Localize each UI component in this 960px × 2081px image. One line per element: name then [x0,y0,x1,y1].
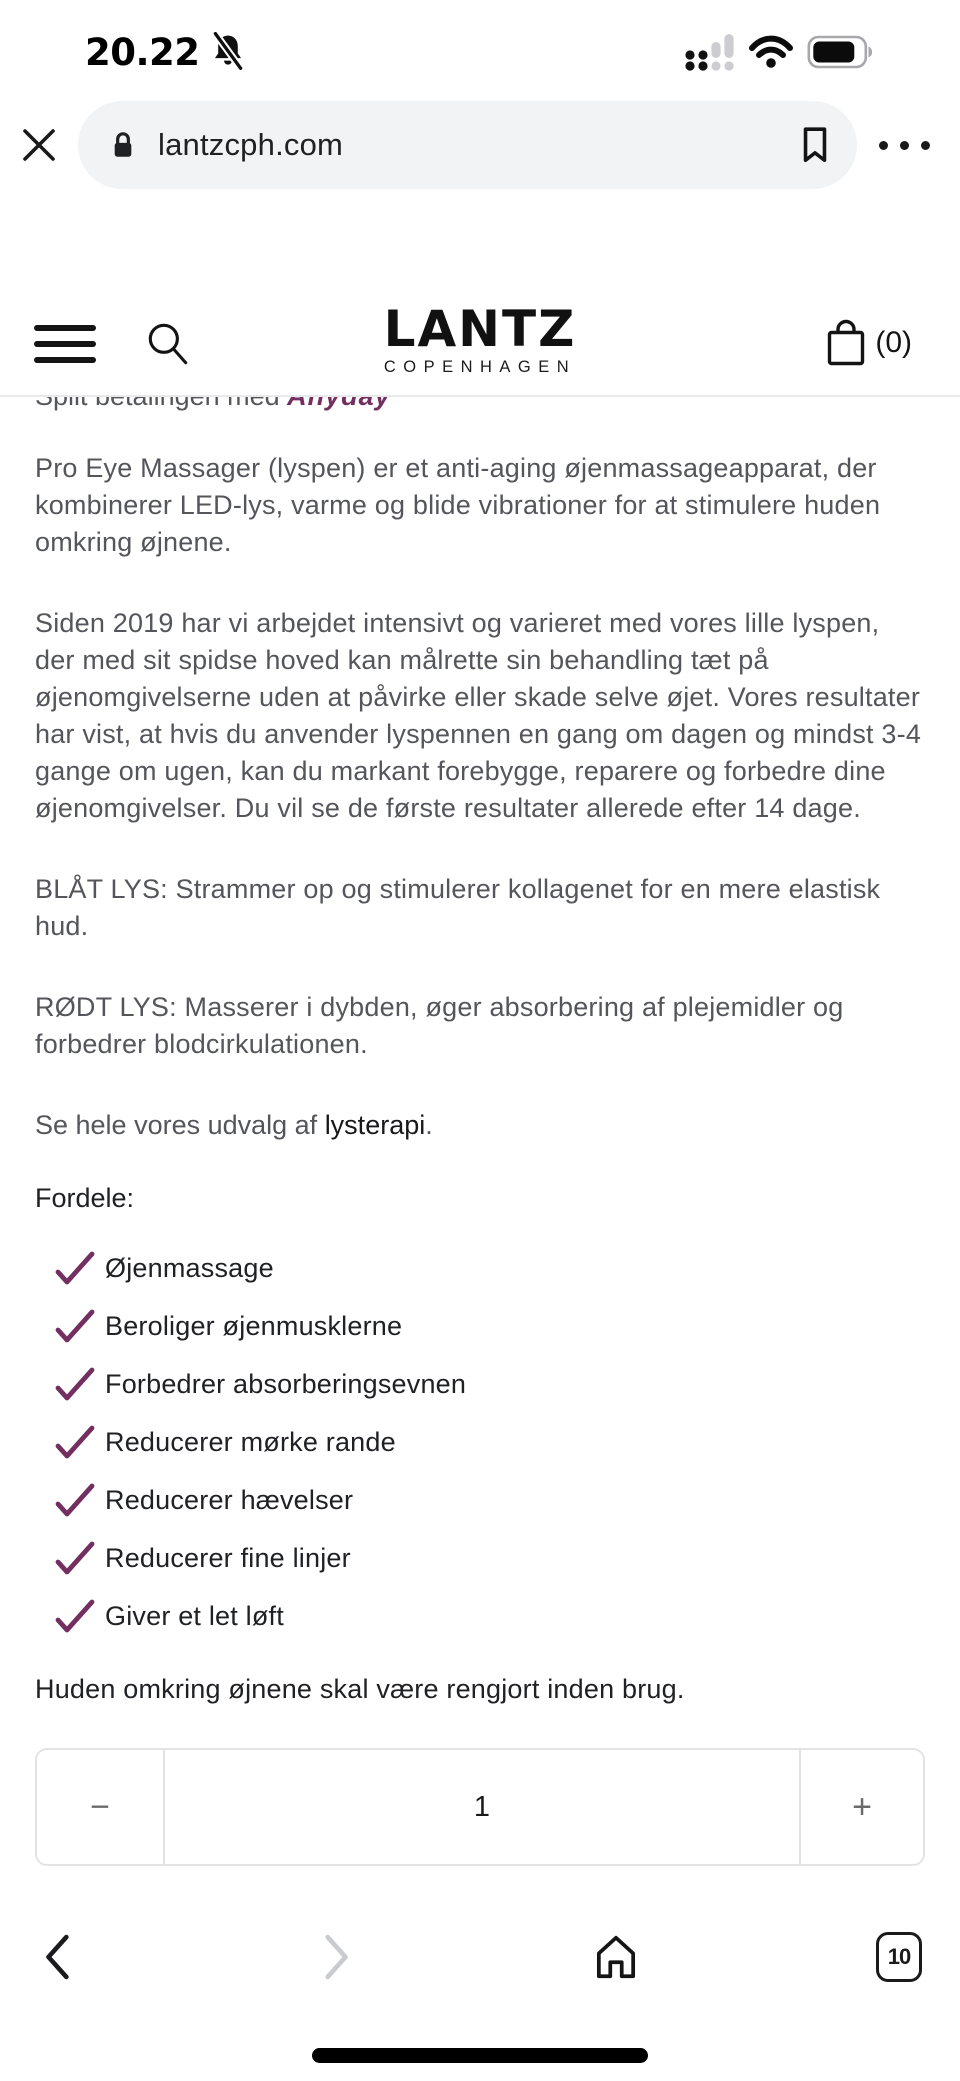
check-icon [53,1481,105,1519]
forward-button[interactable] [314,1931,356,1983]
see-all-prefix: Se hele vores udvalg af [35,1110,325,1140]
logo-main-text: LANTZ [383,300,577,358]
benefit-label: Reducerer mørke rande [105,1426,396,1457]
cart-count: (0) [875,326,912,359]
see-all-suffix: . [425,1110,433,1140]
bell-muted-icon [209,32,247,72]
cart-button[interactable] [823,317,912,369]
logo-sub-text: COPENHAGEN [383,358,577,376]
benefit-label: Giver et let løft [105,1600,284,1631]
home-button[interactable] [590,1931,642,1983]
paragraph-red-light: RØDT LYS: Masserer i dybden, øger absorbering af plejemidler og forbedrer blodcirkulationen. [35,992,844,1059]
search-button[interactable] [144,319,192,369]
site-header [0,200,960,397]
benefits-list [35,1239,925,1645]
benefit-item [35,1239,925,1297]
tabs-button[interactable] [876,1932,922,1982]
nav-row [0,1905,960,1983]
browser-toolbar [0,90,960,200]
see-all-line [35,1107,925,1144]
check-icon [53,1307,105,1345]
benefit-label: Øjenmassage [105,1252,274,1283]
benefit-item [35,1355,925,1413]
check-icon [53,1365,105,1403]
close-browser-button[interactable] [20,126,78,164]
browser-menu-button[interactable] [879,131,930,160]
lock-icon [110,129,136,161]
benefit-item [35,1587,925,1645]
check-icon [53,1423,105,1461]
tabs-count: 10 [887,1944,911,1969]
url-bar[interactable] [78,101,857,189]
check-icon [53,1539,105,1577]
webview [0,200,960,1905]
bookmark-icon[interactable] [799,125,831,165]
benefit-item [35,1413,925,1471]
paragraph-history: Siden 2019 har vi arbejdet intensivt og varieret med vores lille lyspen, der med sit spidse hoved kan målrette sin behandling tæt på øjenomgivelserne uden at påvirke eller skade selve øjet. Vores resultater har vist, at hvis du anvender lyspennen en gang om dagen og mindst 3-4 gange om ugen, kan du markant forebygge, reparere og forbedre dine øjenomgivelser. Du vil se de første resultater allerede efter 14 dage. [35,608,922,823]
usage-note: Huden omkring øjnene skal være rengjort inden brug. [35,1674,685,1704]
benefit-label: Reducerer hævelser [105,1484,354,1515]
quantity-increase-button[interactable]: + [799,1750,923,1864]
cellular-signal-icon [685,33,735,71]
hamburger-menu-button[interactable] [34,321,96,367]
battery-icon [807,35,875,69]
benefits-heading: Fordele: [35,1183,135,1213]
wifi-icon [749,35,793,69]
browser-bottom-nav [0,1905,960,2081]
lysterapi-link[interactable]: lysterapi [324,1110,426,1140]
product-description [0,200,960,1866]
benefit-item [35,1471,925,1529]
home-indicator[interactable] [312,2048,648,2063]
benefit-label: Reducerer fine linjer [105,1542,351,1573]
status-bar [0,0,960,90]
quantity-input[interactable] [165,1750,799,1864]
status-left [85,31,247,74]
quantity-stepper [35,1748,925,1866]
site-logo[interactable] [383,300,577,377]
benefit-label: Forbedrer absorberingsevnen [105,1368,467,1399]
paragraph-intro: Pro Eye Massager (lyspen) er et anti-aging øjenmassageapparat, der kombinerer LED-lys, varme og blide vibrationer for at stimulere huden omkring øjnene. [35,453,881,557]
paragraph-blue-light: BLÅT LYS: Strammer op og stimulerer kollagenet for en mere elastisk hud. [35,874,881,941]
status-right [685,33,875,71]
shopping-bag-icon [823,317,869,369]
back-button[interactable] [38,1931,80,1983]
benefit-item [35,1297,925,1355]
header-left [34,319,192,369]
quantity-decrease-button[interactable]: − [37,1750,165,1864]
benefit-item [35,1529,925,1587]
check-icon [53,1597,105,1635]
clock: 20.22 [85,30,200,74]
url-text: lantzcph.com [158,127,344,162]
benefit-label: Beroliger øjenmusklerne [105,1310,403,1341]
check-icon [53,1249,105,1287]
